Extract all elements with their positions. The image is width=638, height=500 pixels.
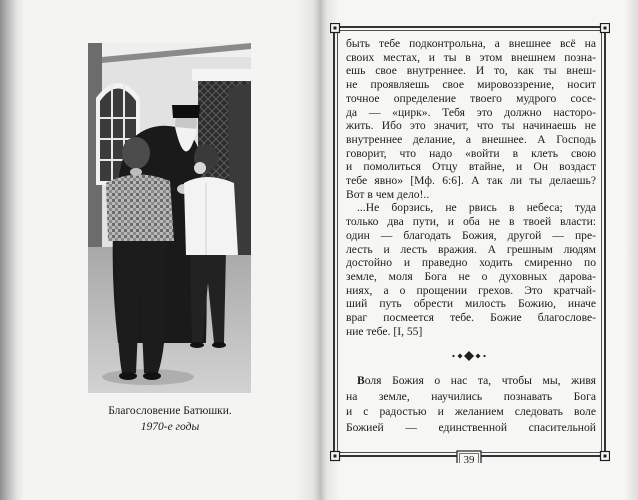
- text-line: лесть и лесть вражия. А грешным людям: [346, 242, 596, 256]
- text-line: земле, моля Бога не о духовных дарова-: [346, 269, 596, 283]
- page-edge-shadow-right: [624, 0, 638, 500]
- text-line: говорит, что надо «войти в клеть свою: [346, 146, 596, 160]
- text-line: быть тебе подконтрольна, а внешнее всё на: [346, 37, 596, 50]
- text-line: да — «цирк». Тебя это должно насторо-: [346, 105, 596, 119]
- text-line: один — благодать Божия, другой — пре-: [346, 228, 596, 242]
- ornament-divider: [449, 350, 489, 362]
- text-line: на земле, научились познавать Бога: [346, 389, 596, 403]
- text-line: своих местах, и ты в этом внешнем позна-: [346, 50, 596, 64]
- text-line: враг посмеется тебе. Божие благослове-: [346, 311, 596, 325]
- page-edge-shadow: [0, 0, 24, 500]
- text-line: только два пути, и оба не в твоей власти:: [346, 215, 596, 229]
- text-line: ...Не борзись, не рвись в небеса; туда: [357, 201, 596, 215]
- photograph: [88, 43, 251, 393]
- text-line: не проявляешь свое мировоззрение, носит: [346, 78, 596, 92]
- text-line: и помолиться Отцу втайне, и Он воздаст: [346, 160, 596, 174]
- text-block-continued: [346, 373, 596, 435]
- text-line: ешь свое внутреннее. И то, как ты внеш-: [346, 64, 596, 78]
- text-line: ший путь обрести милость Божию, иначе: [346, 297, 596, 311]
- text-line: и с радостью и желанием следовать воле: [346, 405, 596, 418]
- text-line: внутреннее делание, а внешнее. А Господь: [346, 132, 596, 146]
- text-line: тебе явно» [Мф. 6:6]. А так ли ты делаешь?: [346, 174, 596, 188]
- text-line: жить. Ибо это значит, что ты начинаешь не: [346, 119, 596, 133]
- text-line-rest: оля Божия о нас та, чтобы мы, живя: [364, 374, 596, 387]
- text-line: Вот в чем дело!..: [346, 187, 430, 201]
- photo-caption-title: Благословение Батюшки.: [108, 405, 232, 417]
- page-number: 39: [463, 454, 475, 466]
- text-line: ние тебе. [I, 55]: [346, 324, 423, 338]
- text-block-main: [346, 37, 596, 338]
- text-line: точное определение твоего мудрого сосе-: [346, 91, 596, 105]
- initial-letter: В: [357, 374, 365, 387]
- photo-caption-date: 1970-е годы: [140, 421, 200, 433]
- text-line: Божией — единственной спасительной: [346, 420, 596, 434]
- text-line: [346, 373, 596, 389]
- text-line: ниях, а о прощении грехов. Это кратчай-: [346, 283, 596, 297]
- text-line: достойно и праведно ходить смиренно по: [346, 256, 596, 270]
